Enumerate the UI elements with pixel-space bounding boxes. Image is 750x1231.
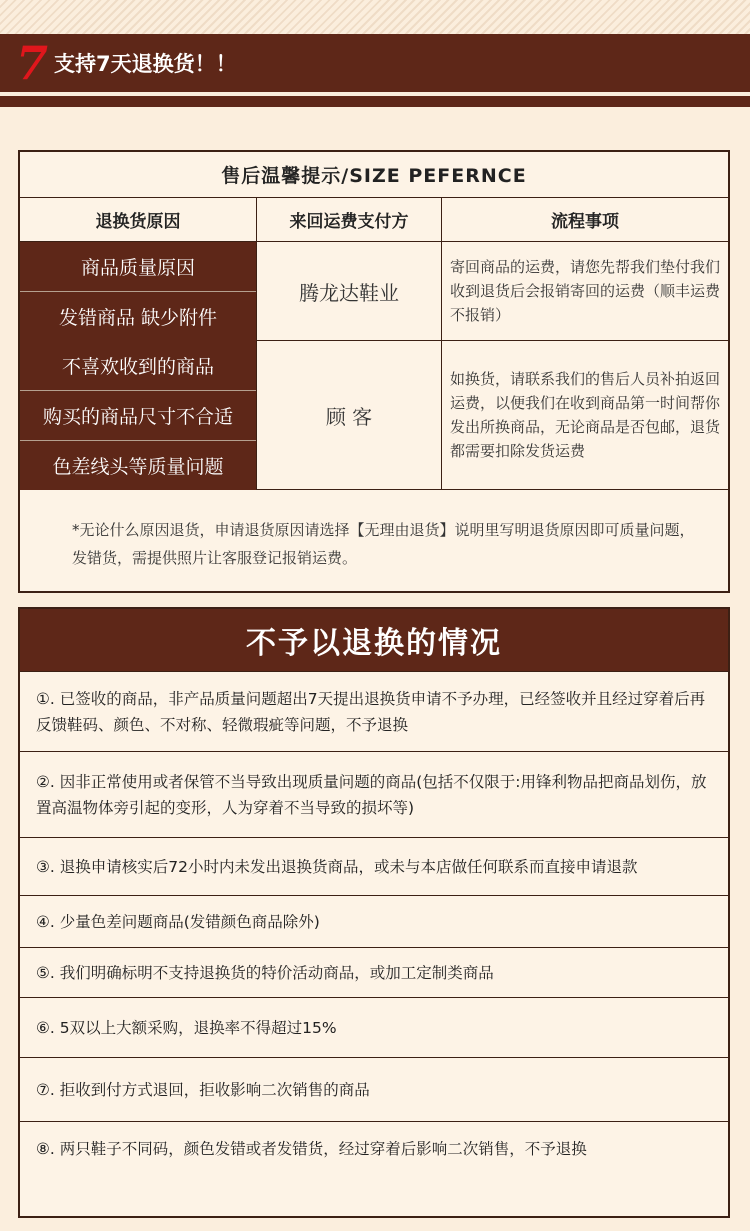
list-item: ⑦. 拒收到付方式退回，拒收影响二次销售的商品 bbox=[20, 1057, 728, 1121]
list-item: ②. 因非正常使用或者保管不当导致出现质量问题的商品(包括不仅限于:用锋利物品把商品划伤，放置高温物体旁引起的变形，人为穿着不当导致的损坏等) bbox=[20, 751, 728, 837]
reason-cell: 发错商品 缺少附件 bbox=[20, 292, 256, 341]
reason-cell: 色差线头等质量问题 bbox=[20, 441, 256, 490]
table-group-customer-pays bbox=[20, 341, 728, 490]
section-title: 不予以退换的情况 bbox=[20, 609, 728, 671]
list-item: ④. 少量色差问题商品(发错颜色商品除外) bbox=[20, 895, 728, 947]
reason-list bbox=[20, 242, 256, 340]
process-cell: 寄回商品的运费，请您先帮我们垫付我们收到退货后会报销寄回的运费（顺丰运费不报销） bbox=[441, 242, 728, 340]
non-returnable-section bbox=[18, 607, 730, 1218]
banner-title: 支持7天退换货！！ bbox=[54, 52, 237, 76]
banner-divider bbox=[0, 96, 750, 107]
header-banner bbox=[0, 34, 750, 92]
reason-cell: 不喜欢收到的商品 bbox=[20, 341, 256, 391]
reason-cell: 商品质量原因 bbox=[20, 242, 256, 292]
payer-cell: 腾龙达鞋业 bbox=[256, 242, 441, 340]
banner-number: 7 bbox=[16, 36, 49, 90]
list-item: ⑧. 两只鞋子不同码，颜色发错或者发错货，经过穿着后影响二次销售，不予退换 bbox=[20, 1121, 728, 1176]
table-note: *无论什么原因退货，申请退货原因请选择【无理由退货】说明里写明退货原因即可质量问题，发错货，需提供照片让客服登记报销运费。 bbox=[72, 521, 695, 567]
after-sales-table bbox=[18, 150, 730, 593]
list-item: ①. 已签收的商品，非产品质量问题超出7天提出退换货申请不予办理，已经签收并且经过穿着后再反馈鞋码、颜色、不对称、轻微瑕疵等问题，不予退换 bbox=[20, 671, 728, 751]
table-header-row bbox=[20, 198, 728, 242]
header-payer: 来回运费支付方 bbox=[256, 198, 441, 241]
list-item: ③. 退换申请核实后72小时内未发出退换货商品，或未与本店做任何联系而直接申请退款 bbox=[20, 837, 728, 895]
list-item: ⑤. 我们明确标明不支持退换货的特价活动商品，或加工定制类商品 bbox=[20, 947, 728, 997]
table-group-seller-pays bbox=[20, 242, 728, 341]
header-process: 流程事项 bbox=[441, 198, 728, 241]
reason-cell: 购买的商品尺寸不合适 bbox=[20, 391, 256, 441]
decorative-stripe bbox=[0, 0, 750, 34]
table-title: 售后温馨提示/SIZE PEFERNCE bbox=[20, 152, 728, 198]
process-cell: 如换货，请联系我们的售后人员补拍返回运费，以便我们在收到商品第一时间帮你发出所换商品，无论商品是否包邮，退货都需要扣除发货运费 bbox=[441, 341, 728, 489]
header-reason: 退换货原因 bbox=[95, 212, 181, 232]
reason-list bbox=[20, 341, 256, 489]
payer-cell: 顾 客 bbox=[256, 341, 441, 489]
list-item: ⑥. 5双以上大额采购，退换率不得超过15% bbox=[20, 997, 728, 1057]
